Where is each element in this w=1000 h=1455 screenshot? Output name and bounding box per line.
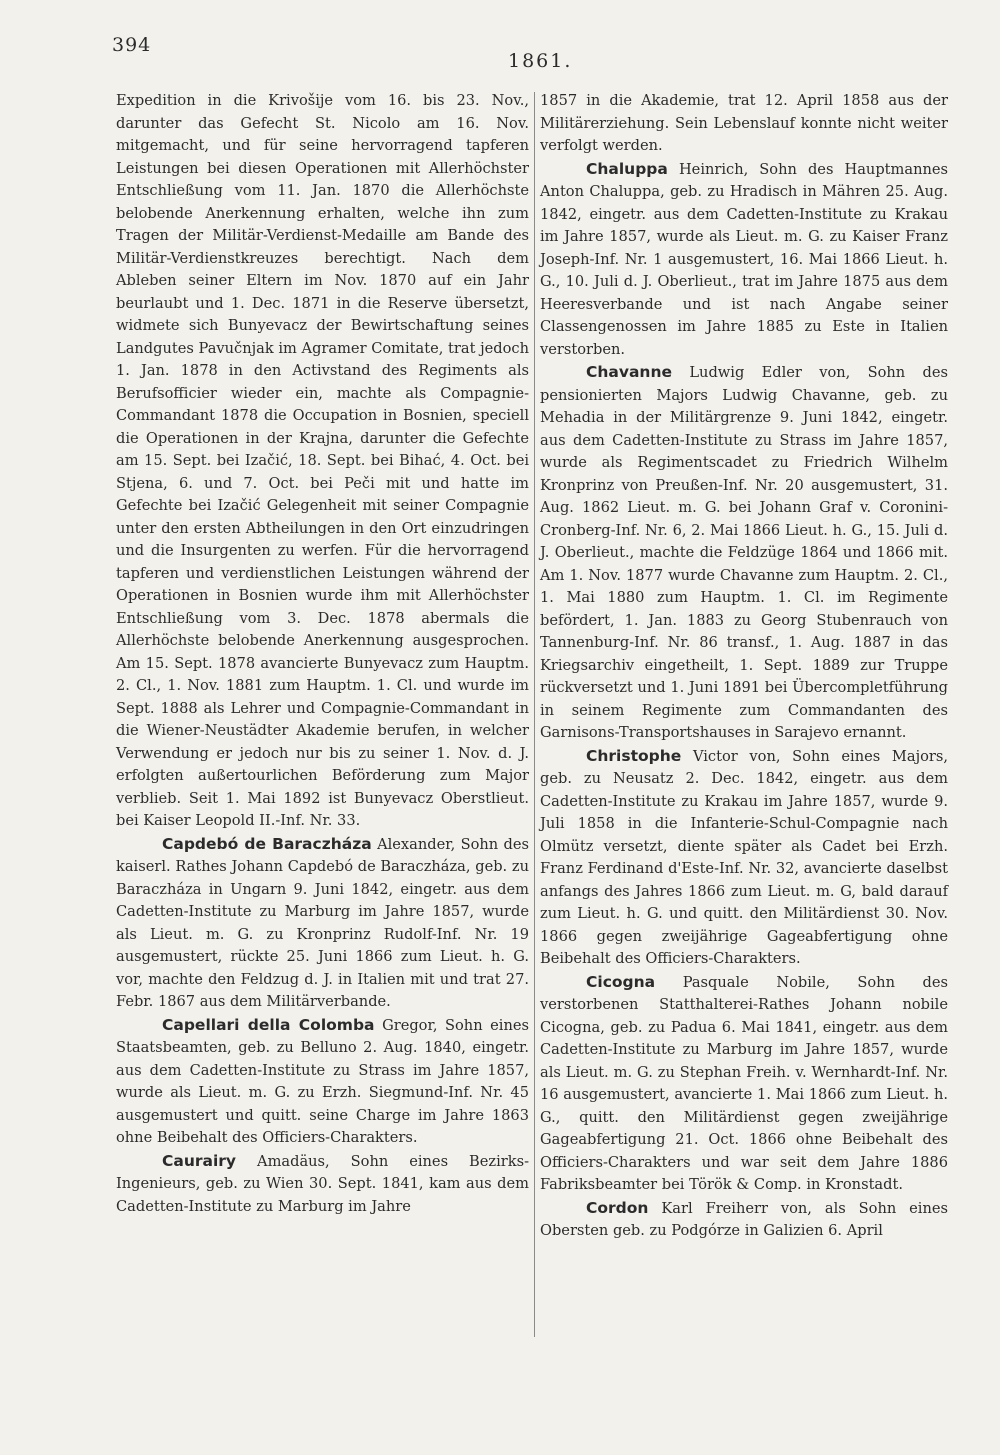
entry-capdebo (116, 833, 529, 1014)
left-column (116, 90, 529, 1218)
entry-text: Alexander, Sohn des kaiserl. Rathes Johann Capdebó de Baraczháza, geb. zu Baraczháza in Ungarn 9. Juni 1842, eingetr. aus dem Cadetten-Institute zu Marburg im Jahre 1857, wurde als Lieut. m. G. zu Kronprinz Rudolf-Inf. Nr. 19 ausgemustert, rückte 25. Juni 1866 zum Lieut. h. G. vor, machte den Feldzug d. J. in Italien mit und trat 27. Febr. 1867 aus dem Militärverbande. (116, 835, 529, 1010)
entry-chavanne (540, 361, 948, 745)
continuation-paragraph: 1857 in die Akademie, trat 12. April 1858 aus der Militärerziehung. Sein Lebenslauf konnte nicht weiter verfolgt werden. (540, 92, 948, 154)
entry-name: Capdebó de Baraczháza (162, 834, 372, 853)
entry-name: Caurairy (162, 1151, 237, 1170)
entry-text: Pasquale Nobile, Sohn des verstorbenen Statthalterei-Rathes Johann nobile Cicogna, geb. zu Padua 6. Mai 1841, eingetr. aus dem Cadetten-Institute zu Marburg im Jahre 1857, wurde als Lieut. m. G. zu Stephan Freih. v. Wernhardt-Inf. Nr. 16 ausgemustert, avancierte 1. Mai 1866 zum Lieut. h. G., quitt. den Militärdienst gegen zweijährige Gageabfertigung 21. Oct. 1866 ohne Beibehalt des Officiers-Charakters und war seit dem Jahre 1886 Fabriksbeamter bei Török & Comp. in Kronstadt. (540, 973, 949, 1193)
entry-name: Cordon (586, 1198, 649, 1217)
page-number: 394 (112, 34, 152, 56)
column-divider (534, 92, 535, 1337)
entry-name: Cicogna (586, 972, 656, 991)
entry-name: Chaluppa (586, 159, 668, 178)
right-column (540, 90, 948, 1243)
entry-text: Ludwig Edler von, Sohn des pensionierten Majors Ludwig Chavanne, geb. zu Mehadia in der Militärgrenze 9. Juni 1842, eingetr. aus dem Cadetten-Institute zu Strass im Jahre 1857, wurde als Regimentscadet zu Friedrich Wilhelm Kronprinz von Preußen-Inf. Nr. 20 ausgemustert, 31. Aug. 1862 Lieut. m. G. bei Johann Graf v. Coronini-Cronberg-Inf. Nr. 6, 2. Mai 1866 Lieut. h. G., 15. Juli d. J. Oberlieut., machte die Feldzüge 1864 und 1866 mit. Am 1. Nov. 1877 wurde Chavanne zum Hauptm. 2. Cl., 1. Mai 1880 zum Hauptm. 1. Cl. im Regimente befördert, 1. Jan. 1883 zu Georg Stubenrauch von Tannenburg-Inf. Nr. 86 transf., 1. Aug. 1887 in das Kriegsarchiv eingetheilt, 1. Sept. 1889 zur Truppe rückversetzt und 1. Juni 1891 bei Übercompletführung in seinem Regimente zum Commandanten des Garnisons-Transportshauses in Sarajevo ernannt. (540, 364, 949, 741)
running-header-year: 1861. (508, 50, 573, 72)
continuation-paragraph: Expedition in die Krivošije vom 16. bis 23. Nov., darunter das Gefecht St. Nicolo am 16. Nov. mitgemacht, und für seine hervorragend tapferen Leistungen bei diesen Operationen mit Allerhöchster Entschließung vom 11. Jan. 1870 die Allerhöchste belobende Anerkennung erhalten, welche ihn zum Tragen der Militär-Verdienst-Medaille am Bande des Militär-Verdienstkreuzes berechtigt. Nach dem Ableben seiner Eltern im Nov. 1870 auf ein Jahr beurlaubt und 1. Dec. 1871 in die Reserve übersetzt, widmete sich Bunyevacz der Bewirtschaftung seines Landgutes Pavučnjak im Agramer Comitate, trat jedoch 1. Jan. 1878 in den Activstand des Regiments als Berufsofficier wieder ein, machte als Compagnie-Commandant 1878 die Occupation in Bosnien, speciell die Operationen in der Krajna, darunter die Gefechte am 15. Sept. bei Izačić, 18. Sept. bei Bihać, 4. Oct. bei Stjena, 6. und 7. Oct. bei Peči mit und hatte im Gefechte bei Izačić Gelegenheit mit seiner Compagnie unter den ersten Abtheilungen in den Ort einzudringen und die Insurgenten zu werfen. Für die hervorragend tapferen und verdienstlichen Leistungen während der Operationen in Bosnien wurde ihm mit Allerhöchster Entschließung vom 3. Dec. 1878 abermals die Allerhöchste belobende Anerkennung ausgesprochen. Am 15. Sept. 1878 avancierte Bunyevacz zum Hauptm. 2. Cl., 1. Nov. 1881 zum Hauptm. 1. Cl. und wurde im Sept. 1888 als Lehrer und Compagnie-Commandant in die Wiener-Neustädter Akademie berufen, in welcher Verwendung er jedoch nur bis zu seiner 1. Nov. d. J. erfolgten außertourlichen Beförderung zum Major verblieb. Seit 1. Mai 1892 ist Bunyevacz Oberstlieut. bei Kaiser Leopold II.-Inf. Nr. 33. (116, 92, 529, 829)
entry-capellari (116, 1014, 529, 1150)
entry-christophe (540, 745, 948, 971)
entry-text: Victor von, Sohn eines Majors, geb. zu Neusatz 2. Dec. 1842, eingetr. aus dem Cadetten-Institute zu Krakau im Jahre 1857, wurde 9. Juli 1858 in die Infanterie-Schul-Compagnie nach Olmütz versetzt, diente später als Cadet bei Erzh. Franz Ferdinand d'Este-Inf. Nr. 32, avancierte daselbst anfangs des Jahres 1866 zum Lieut. m. G, bald darauf zum Lieut. h. G. und quitt. den Militärdienst 30. Nov. 1866 gegen zweijährige Gageabfertigung ohne Beibehalt des Officiers-Charakters. (540, 747, 948, 967)
entry-cicogna (540, 971, 948, 1197)
entry-name: Capellari della Colomba (162, 1015, 375, 1034)
entry-text: Gregor, Sohn eines Staatsbeamten, geb. zu Belluno 2. Aug. 1840, eingetr. aus dem Cadetten-Institute zu Strass im Jahre 1857, wurde als Lieut. m. G. zu Erzh. Siegmund-Inf. Nr. 45 ausgemustert und quitt. seine Charge im Jahre 1863 ohne Beibehalt des Officiers-Charakters. (116, 1016, 529, 1146)
entry-text: Heinrich, Sohn des Hauptmannes Anton Chaluppa, geb. zu Hradisch in Mähren 25. Aug. 1842, eingetr. aus dem Cadetten-Institute zu Krakau im Jahre 1857, wurde als Lieut. m. G. zu Kaiser Franz Joseph-Inf. Nr. 1 ausgemustert, 16. Mai 1866 Lieut. h. G., 10. Juli d. J. Oberlieut., trat im Jahre 1875 aus dem Heeresverbande und ist nach Angabe seiner Classengenossen im Jahre 1885 zu Este in Italien verstorben. (540, 160, 949, 358)
entry-text: Amadäus, Sohn eines Bezirks-Ingenieurs, geb. zu Wien 30. Sept. 1841, kam aus dem Cadetten-Institute zu Marburg im Jahre (116, 1152, 529, 1215)
entry-text: Karl Freiherr von, als Sohn eines Obersten geb. zu Podgórze in Galizien 6. April (540, 1199, 948, 1239)
entry-name: Christophe (586, 746, 682, 765)
entry-chaluppa (540, 158, 948, 362)
entry-caurairy (116, 1150, 529, 1219)
entry-cordon (540, 1197, 948, 1243)
entry-name: Chavanne (586, 363, 673, 381)
